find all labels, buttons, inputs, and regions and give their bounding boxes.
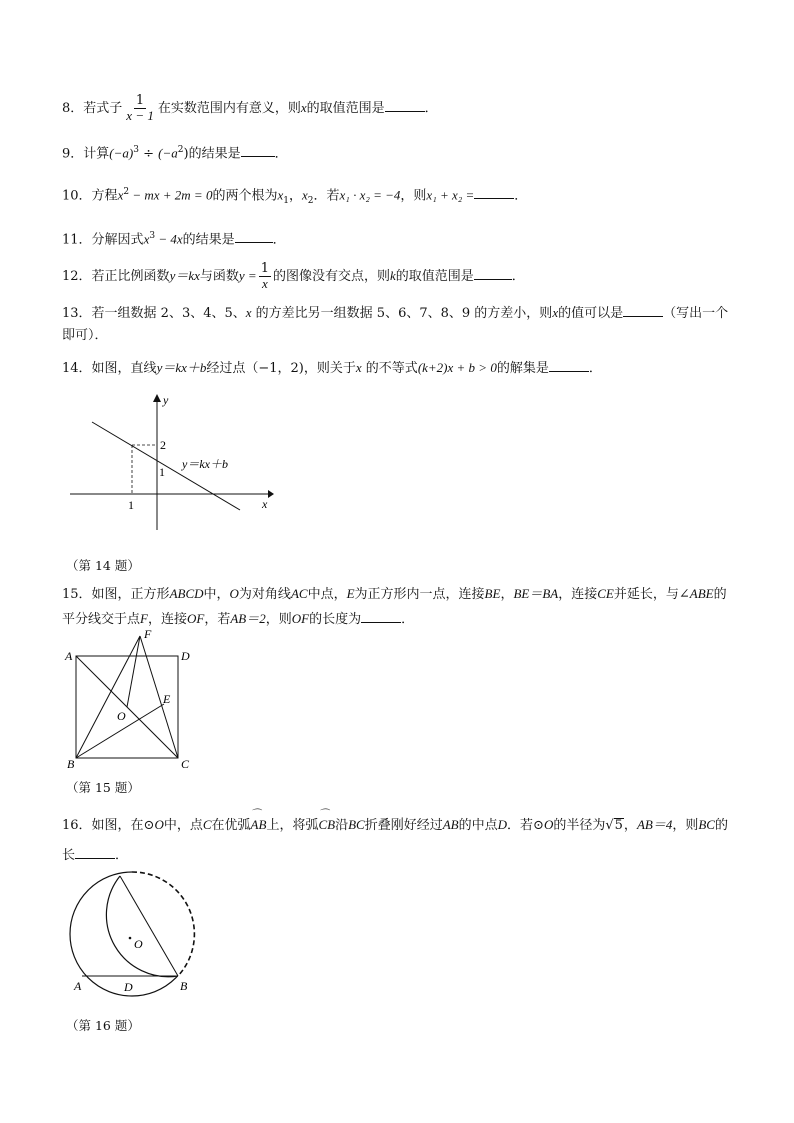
text: ，则 xyxy=(672,818,699,833)
denominator: x xyxy=(261,276,268,291)
question-number: 12． xyxy=(62,269,92,284)
question-number: 10． xyxy=(62,188,92,204)
label-B: B xyxy=(67,757,75,771)
variable: O xyxy=(154,817,164,832)
text: 如图，在⊙ xyxy=(91,818,155,833)
text: ，若 xyxy=(204,612,231,627)
question-14 xyxy=(62,358,602,379)
text: 的值可以是 xyxy=(558,306,624,321)
exponent: 2 xyxy=(177,145,184,155)
variable: C xyxy=(202,817,212,832)
text: ，则 xyxy=(265,612,292,627)
sqrt-symbol: √ xyxy=(605,818,614,833)
equation: x₁ · x₂ = −4 xyxy=(339,187,401,203)
figure-q16 xyxy=(62,870,212,1010)
expression: (−a xyxy=(158,145,178,161)
variable: AC xyxy=(290,586,308,601)
arc-label: ⌒ AB xyxy=(251,810,267,840)
text: 与函数 xyxy=(199,269,239,284)
label-O: O xyxy=(134,937,143,951)
equation: − mx + 2m = 0 xyxy=(129,187,213,203)
variable: F xyxy=(140,611,148,626)
subscript: 2 xyxy=(307,195,314,206)
fraction xyxy=(124,94,156,123)
variable: x xyxy=(277,187,284,203)
label-O: O xyxy=(117,709,126,723)
numerator: 1 xyxy=(260,261,269,276)
label-E: E xyxy=(163,692,171,706)
text: ． xyxy=(424,101,438,116)
text: ， xyxy=(500,587,514,602)
text: ． xyxy=(272,232,286,248)
question-12 xyxy=(62,262,525,291)
variable: E xyxy=(346,586,355,601)
question-number: 13． xyxy=(62,306,92,321)
text: ，连接 xyxy=(147,612,187,627)
figure-q15 xyxy=(62,626,202,772)
text: 的解集是 xyxy=(496,361,549,376)
variable: ABCD xyxy=(169,586,204,601)
answer-blank[interactable] xyxy=(241,144,275,157)
text: 在优弧 xyxy=(211,818,251,833)
label-D: D xyxy=(181,649,190,663)
expression: (−a) xyxy=(109,145,134,161)
text: 如图，直线 xyxy=(91,361,157,376)
text: ，连接 xyxy=(558,587,598,602)
inequality: (k+2)x + b > 0 xyxy=(417,360,497,375)
question-13 xyxy=(62,302,734,347)
question-15 xyxy=(62,582,734,632)
denominator: x − 1 xyxy=(126,108,154,123)
equation: y＝kx＋b xyxy=(156,360,207,375)
variable: CE xyxy=(597,586,614,601)
text: 的中点 xyxy=(458,818,498,833)
text: 在实数范围内有意义，则 xyxy=(157,101,301,116)
text: 中， xyxy=(203,587,230,602)
answer-blank[interactable] xyxy=(235,230,273,243)
variable: BC xyxy=(698,817,715,832)
circle-O-dashed xyxy=(132,872,194,976)
answer-blank[interactable] xyxy=(474,186,514,199)
text: 为对角线 xyxy=(238,587,291,602)
text: 的方差比另一组数据 5、6、7、8、9 的方差小，则 xyxy=(251,306,553,321)
y-axis-arrow xyxy=(153,394,161,402)
operator: ÷ xyxy=(138,146,159,162)
variable: x xyxy=(300,100,307,115)
variable: x xyxy=(302,187,308,203)
answer-blank[interactable] xyxy=(474,267,512,280)
question-number: 14． xyxy=(62,361,92,376)
question-11 xyxy=(62,226,286,250)
text: 并延长，与∠ xyxy=(613,587,690,602)
question-8 xyxy=(62,94,438,123)
tick-1: 1 xyxy=(159,465,165,479)
variable: k xyxy=(389,268,396,283)
expression: − 4x xyxy=(155,231,183,247)
equation: AB＝2 xyxy=(230,611,266,626)
radicand: 5 xyxy=(614,818,623,833)
text: ，则 xyxy=(400,188,427,204)
text: 中，点 xyxy=(163,818,203,833)
text: 的结果是 xyxy=(188,146,241,162)
exponent: 2 xyxy=(123,187,130,197)
text: 分解因式 xyxy=(91,232,144,248)
label-F: F xyxy=(144,627,152,641)
variable: OF xyxy=(291,611,310,626)
variable: x xyxy=(355,360,362,375)
segment-OF xyxy=(127,636,140,707)
question-number: 15． xyxy=(62,587,92,602)
y-label: y xyxy=(163,393,169,407)
answer-blank[interactable] xyxy=(75,846,115,859)
text: 中点， xyxy=(307,587,347,602)
answer-blank[interactable] xyxy=(549,359,589,372)
variable: O xyxy=(543,817,554,832)
variable: ABE xyxy=(689,586,714,601)
text: ， xyxy=(288,188,302,204)
exponent: 3 xyxy=(133,145,139,155)
function: y = xyxy=(238,268,257,283)
text: 沿 xyxy=(335,818,349,833)
arc-label: ⌒ CB xyxy=(318,810,335,840)
text: ． xyxy=(514,188,528,204)
caption-q16: （第 16 题） xyxy=(66,1018,140,1033)
segment-BF xyxy=(76,636,140,758)
label-B: B xyxy=(180,979,188,993)
text: 的取值范围是 xyxy=(306,101,385,116)
label-A: A xyxy=(74,979,82,993)
subscript: 1 xyxy=(283,195,289,206)
folded-arc xyxy=(106,876,178,977)
text: 若一组数据 2、3、4、5、 xyxy=(91,306,246,321)
text: 的结果是 xyxy=(182,232,235,248)
text: 计算 xyxy=(83,146,110,162)
caption-q14: （第 14 题） xyxy=(66,558,140,573)
equation: BE＝BA xyxy=(513,586,559,601)
center-O xyxy=(129,937,132,940)
label-D: D xyxy=(124,980,133,994)
tick-neg1: 1 xyxy=(128,498,134,512)
text: ． xyxy=(588,361,602,376)
text: 的两个根为 xyxy=(212,188,278,204)
expression: ) xyxy=(183,146,189,162)
x-axis-arrow xyxy=(268,490,274,498)
label-A: A xyxy=(65,649,73,663)
question-16 xyxy=(62,810,734,871)
variable: BE xyxy=(484,586,501,601)
expression: x xyxy=(143,231,150,247)
text: 的图像没有交点，则 xyxy=(272,269,390,284)
answer-blank[interactable] xyxy=(385,99,425,112)
text: 的长 xyxy=(62,818,728,863)
x-label: x xyxy=(262,497,268,511)
text: 上，将弧 xyxy=(266,818,319,833)
text: 为正方形内一点，连接 xyxy=(354,587,485,602)
text: ． xyxy=(511,269,525,284)
label-C: C xyxy=(181,757,190,771)
equation: x xyxy=(117,187,124,203)
variable: D xyxy=(497,817,508,832)
text: 的不等式 xyxy=(361,361,418,376)
text: 的长度为 xyxy=(309,612,362,627)
question-number: 11． xyxy=(62,232,92,248)
text: 若正比例函数 xyxy=(91,269,170,284)
text: 折叠刚好经过 xyxy=(364,818,443,833)
text: ．若⊙ xyxy=(507,818,544,833)
fraction xyxy=(259,262,271,291)
question-number: 8． xyxy=(62,101,84,116)
line-label: y＝kx＋b xyxy=(182,457,228,471)
equation: x₁ + x₂ = xyxy=(426,187,475,203)
text: 的取值范围是 xyxy=(395,269,474,284)
variable: OF xyxy=(186,611,205,626)
numerator: 1 xyxy=(135,93,145,108)
caption-q15: （第 15 题） xyxy=(66,780,140,795)
text: 如图，正方形 xyxy=(91,587,170,602)
text: （写出一个即可）． xyxy=(62,306,729,343)
question-10 xyxy=(62,182,527,211)
text: ．若 xyxy=(313,188,340,204)
exponent: 3 xyxy=(149,231,156,241)
variable: x xyxy=(245,305,252,320)
text: 的半径为 xyxy=(553,818,606,833)
chord-BC xyxy=(120,876,178,976)
tick-2: 2 xyxy=(160,438,166,452)
text: ． xyxy=(401,612,415,627)
variable: BC xyxy=(348,817,365,832)
variable: O xyxy=(229,586,239,601)
answer-blank[interactable] xyxy=(623,304,663,317)
text: ． xyxy=(115,848,129,863)
question-number: 16． xyxy=(62,818,92,833)
text: 若式子 xyxy=(83,101,123,116)
text: 经过点（−1，2)，则关于 xyxy=(206,361,356,376)
circle-O-dashed-stroke xyxy=(132,872,194,976)
equation: AB＝4 xyxy=(636,817,673,832)
text: ， xyxy=(623,818,637,833)
question-9 xyxy=(62,140,288,164)
text: 方程 xyxy=(91,188,118,204)
variable: x xyxy=(552,305,559,320)
variable: AB xyxy=(442,817,459,832)
figure-q14 xyxy=(62,390,282,530)
text: 的平分线交于点 xyxy=(62,587,727,627)
question-number: 9． xyxy=(62,146,84,162)
text: ． xyxy=(274,146,288,162)
function: y＝kx xyxy=(169,268,200,283)
answer-blank[interactable] xyxy=(361,610,401,623)
